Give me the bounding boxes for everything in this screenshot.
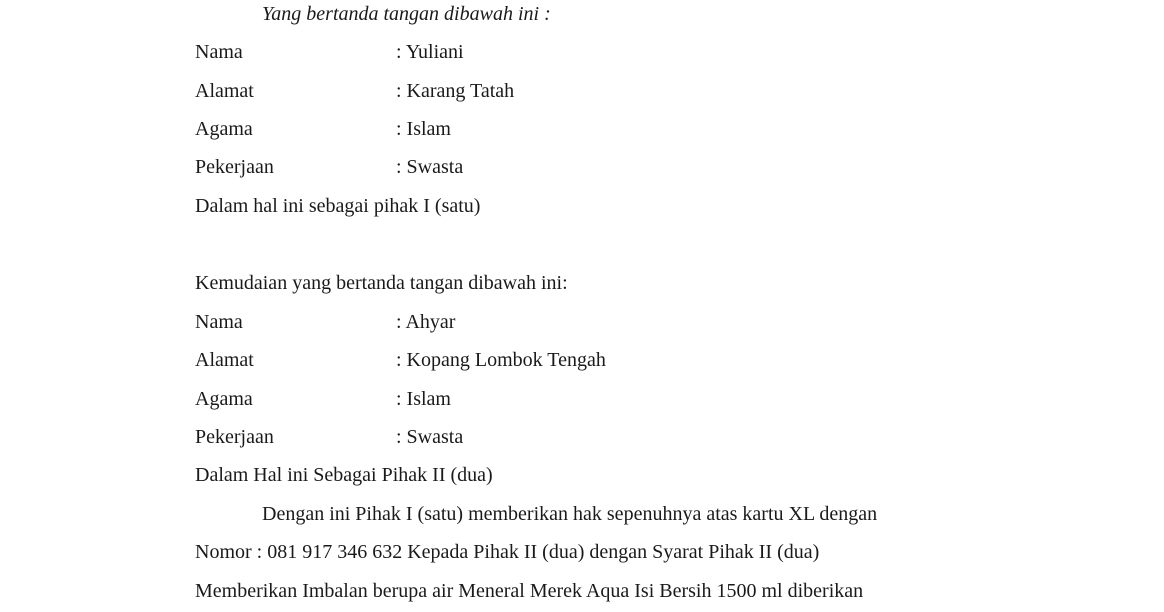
body-line-3: Memberikan Imbalan berupa air Meneral Merek Aqua Isi Bersih 1500 ml diberikan <box>195 580 864 602</box>
pihak1-name-value: : Yuliani <box>396 41 464 63</box>
pihak2-name-value: : Ahyar <box>396 311 456 333</box>
pihak1-address-value: : Karang Tatah <box>396 80 515 102</box>
pihak1-address-label: Alamat <box>195 80 254 102</box>
intro2-line: Kemudaian yang bertanda tangan dibawah ini: <box>195 272 568 294</box>
body-line-2: Nomor : 081 917 346 632 Kepada Pihak II (dua) dengan Syarat Pihak II (dua) <box>195 541 820 563</box>
pihak1-role: Dalam hal ini sebagai pihak I (satu) <box>195 195 481 217</box>
pihak2-occupation-label: Pekerjaan <box>195 426 274 448</box>
pihak2-role: Dalam Hal ini Sebagai Pihak II (dua) <box>195 464 493 486</box>
pihak2-address-value: : Kopang Lombok Tengah <box>396 349 606 371</box>
pihak1-occupation-value: : Swasta <box>396 156 464 178</box>
pihak2-religion-label: Agama <box>195 388 253 410</box>
pihak1-religion-label: Agama <box>195 118 253 140</box>
pihak1-name-label: Nama <box>195 41 243 63</box>
pihak2-name-label: Nama <box>195 311 243 333</box>
pihak1-occupation-label: Pekerjaan <box>195 156 274 178</box>
body-line-1: Dengan ini Pihak I (satu) memberikan hak sepenuhnya atas kartu XL dengan <box>262 503 878 525</box>
pihak2-address-label: Alamat <box>195 349 254 371</box>
intro-line: Yang bertanda tangan dibawah ini : <box>262 3 551 25</box>
pihak1-religion-value: : Islam <box>396 118 451 140</box>
pihak2-occupation-value: : Swasta <box>396 426 464 448</box>
pihak2-religion-value: : Islam <box>396 388 451 410</box>
